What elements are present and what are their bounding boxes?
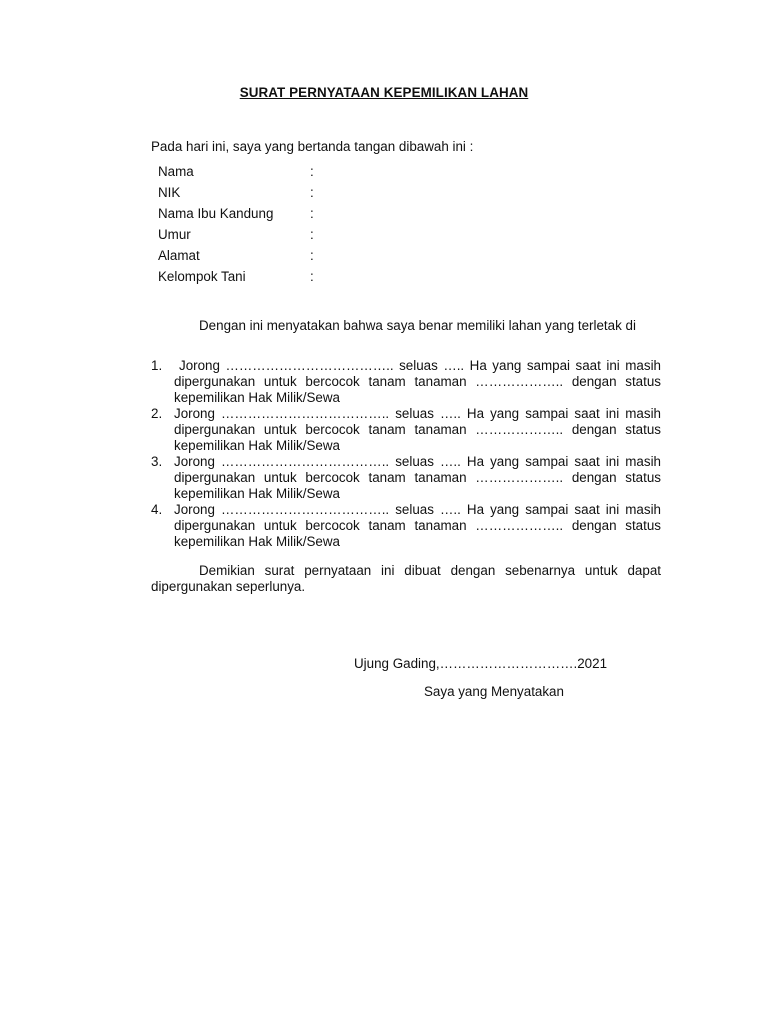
list-item-text: Jorong ……………………………….. seluas ….. Ha yang sampai saat ini masih dipergunakan untuk bercocok tanam tanaman ……………….. dengan status kepemilikan Hak Milik/Sewa — [174, 502, 661, 549]
statement-paragraph: Dengan ini menyatakan bahwa saya benar memiliki lahan yang terletak di — [199, 318, 636, 333]
identity-fields — [158, 164, 458, 290]
field-colon: : — [310, 164, 314, 179]
list-item — [151, 406, 661, 454]
field-colon: : — [310, 269, 314, 284]
field-colon: : — [310, 185, 314, 200]
intro-text: Pada hari ini, saya yang bertanda tangan dibawah ini : — [151, 139, 474, 154]
list-item-text: Jorong ……………………………….. seluas ….. Ha yang sampai saat ini masih dipergunakan untuk bercocok tanam tanaman ……………….. dengan status kepemilikan Hak Milik/Sewa — [174, 358, 661, 405]
list-item — [151, 454, 661, 502]
list-item — [151, 358, 661, 406]
document-title: SURAT PERNYATAAN KEPEMILIKAN LAHAN — [239, 85, 529, 100]
field-label: Nama — [158, 164, 194, 179]
field-kelompok-tani — [158, 269, 458, 290]
field-label: Nama Ibu Kandung — [158, 206, 274, 221]
field-label: Umur — [158, 227, 191, 242]
closing-paragraph: Demikian surat pernyataan ini dibuat dengan sebenarnya untuk dapat dipergunakan seperlunya. — [151, 563, 661, 594]
field-label: Kelompok Tani — [158, 269, 246, 284]
field-umur — [158, 227, 458, 248]
field-label: NIK — [158, 185, 181, 200]
land-list — [151, 358, 661, 550]
field-colon: : — [310, 206, 314, 221]
field-colon: : — [310, 227, 314, 242]
field-nik — [158, 185, 458, 206]
list-item-text: Jorong ……………………………….. seluas ….. Ha yang sampai saat ini masih dipergunakan untuk bercocok tanam tanaman ……………….. dengan status kepemilikan Hak Milik/Sewa — [174, 454, 661, 501]
field-alamat — [158, 248, 458, 269]
list-item-number: 3. — [151, 454, 163, 469]
field-nama — [158, 164, 458, 185]
list-item — [151, 502, 661, 550]
field-colon: : — [310, 248, 314, 263]
list-item-number: 4. — [151, 502, 163, 517]
field-nama-ibu-kandung — [158, 206, 458, 227]
place-date-line: Ujung Gading,………………………….2021 — [354, 656, 608, 671]
list-item-number: 2. — [151, 406, 163, 421]
field-label: Alamat — [158, 248, 200, 263]
list-item-text: Jorong ……………………………….. seluas ….. Ha yang sampai saat ini masih dipergunakan untuk bercocok tanam tanaman ……………….. dengan status kepemilikan Hak Milik/Sewa — [174, 406, 661, 453]
list-item-number: 1. — [151, 358, 163, 373]
signer-label: Saya yang Menyatakan — [424, 684, 564, 699]
